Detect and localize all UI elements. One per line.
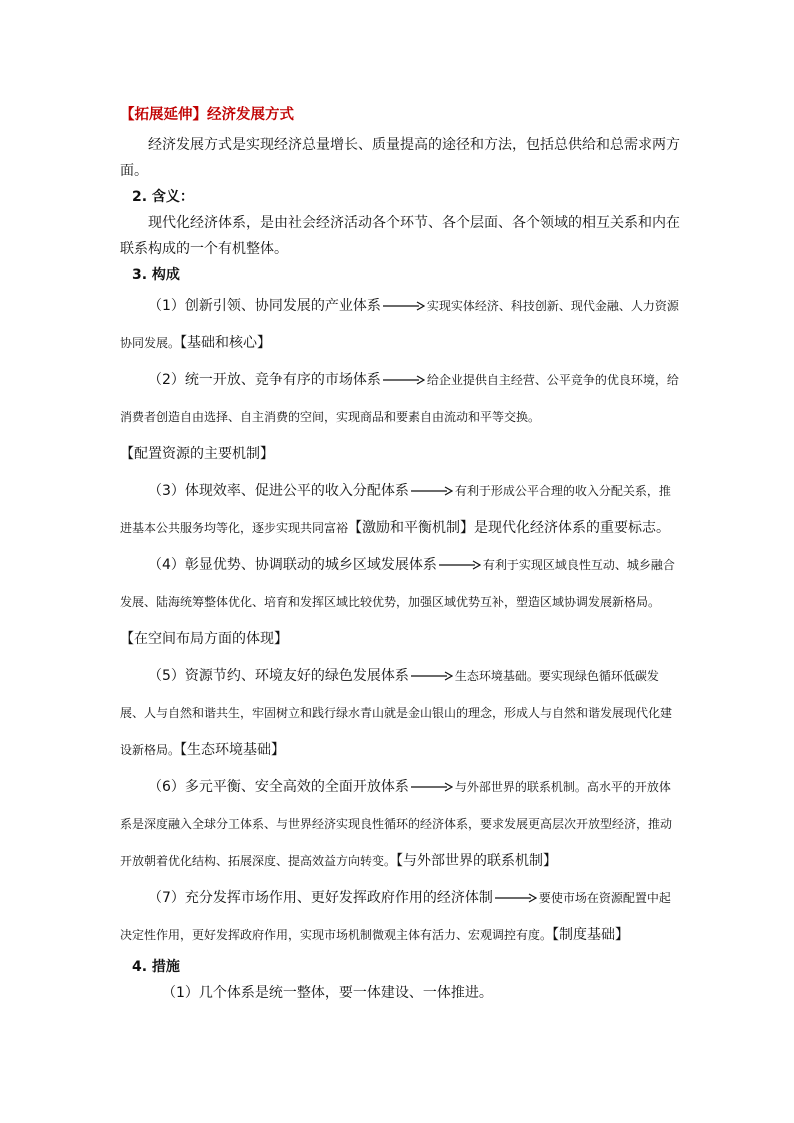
arrow-right-icon xyxy=(495,893,537,903)
item-tag: 【配置资源的主要机制】 xyxy=(120,446,274,462)
item-note: 与外部世界的联系机制。高水平的开放体系是深度融入全球分工体系、与世界经济实现良性循环的经济体系，要求发展更高层次开放型经济，推动开放朝着优化结构、拓展深度、提高效益方向转变。 xyxy=(120,780,673,868)
arrow-right-icon xyxy=(383,375,425,385)
section-2-text: 现代化经济体系，是由社会经济活动各个环节、各个层面、各个领域的相互关系和内在联系构成的一个有机整体。 xyxy=(120,215,680,257)
item-note: 有利于实现区域良性互动、城乡融合发展、陆海统筹整体优化、培育和发挥区域比较优势，加强区域优势互补，塑造区域协调发展新格局。 xyxy=(120,558,675,609)
arrow-right-icon xyxy=(411,782,453,792)
composition-item xyxy=(120,880,680,954)
item-note: 实现实体经济、科技创新、现代金融、人力资源协同发展。 xyxy=(120,299,679,350)
item-label: （5）资源节约、环境友好的绿色发展体系 xyxy=(148,668,409,684)
item-label: （4）彰显优势、协调联动的城乡区域发展体系 xyxy=(148,557,437,573)
item-tag: 【在空间布局方面的体现】 xyxy=(120,631,288,647)
section-3-heading: 3. 构成 xyxy=(132,267,180,283)
item-tag: 【与外部世界的联系机制】 xyxy=(396,853,558,869)
arrow-right-icon xyxy=(383,301,425,311)
section-4-heading: 4. 措施 xyxy=(132,959,180,975)
composition-item xyxy=(120,473,680,547)
item-tag: 【基础和核心】 xyxy=(180,335,272,351)
section-2-heading: 2. 含义： xyxy=(132,189,194,205)
arrow-right-icon xyxy=(411,486,453,496)
item-note: 要使市场在资源配置中起决定性作用，更好发挥政府作用，实现市场机制微观主体有活力、宏观调控有度。 xyxy=(120,891,671,942)
item-label: （3）体现效率、促进公平的收入分配体系 xyxy=(148,483,409,499)
item-label: （6）多元平衡、安全高效的全面开放体系 xyxy=(148,779,409,795)
composition-item xyxy=(120,362,680,473)
item-note: 生态环境基础。要实现绿色循环低碳发展、人与自然和谐共生，牢固树立和践行绿水青山就是金山银山的理念，形成人与自然和谐发展现代化建设新格局。 xyxy=(120,669,673,757)
item-note: 有利于形成公平合理的收入分配关系，推进基本公共服务均等化，逐步实现共同富裕 xyxy=(120,484,671,535)
arrow-right-icon xyxy=(439,560,481,570)
item-label: （2）统一开放、竞争有序的市场体系 xyxy=(148,372,381,388)
composition-item xyxy=(120,769,680,880)
composition-item xyxy=(120,288,680,362)
arrow-right-icon xyxy=(411,671,453,681)
composition-item xyxy=(120,658,680,769)
section-title: 【拓展延伸】经济发展方式 xyxy=(120,107,294,123)
item-label: （7）充分发挥市场作用、更好发挥政府作用的经济体制 xyxy=(148,890,493,906)
composition-item xyxy=(120,547,680,658)
intro-paragraph: 经济发展方式是实现经济总量增长、质量提高的途径和方法，包括总供给和总需求两方面。 xyxy=(120,137,680,179)
item-label: （1）创新引领、协同发展的产业体系 xyxy=(148,298,381,314)
item-tag: 【生态环境基础】 xyxy=(180,742,286,758)
item-note: 给企业提供自主经营、公平竞争的优良环境，给消费者创造自由选择、自主消费的空间，实现商品和要素自由流动和平等交换。 xyxy=(120,373,679,424)
measures-list xyxy=(162,980,680,1006)
document-body xyxy=(120,104,680,1006)
measure-item: （1）几个体系是统一整体，要一体建设、一体推进。 xyxy=(162,985,493,1001)
item-tag: 【制度基础】 xyxy=(552,927,630,943)
item-tag: 【激励和平衡机制】是现代化经济体系的重要标志。 xyxy=(348,520,671,536)
composition-list xyxy=(120,288,680,954)
